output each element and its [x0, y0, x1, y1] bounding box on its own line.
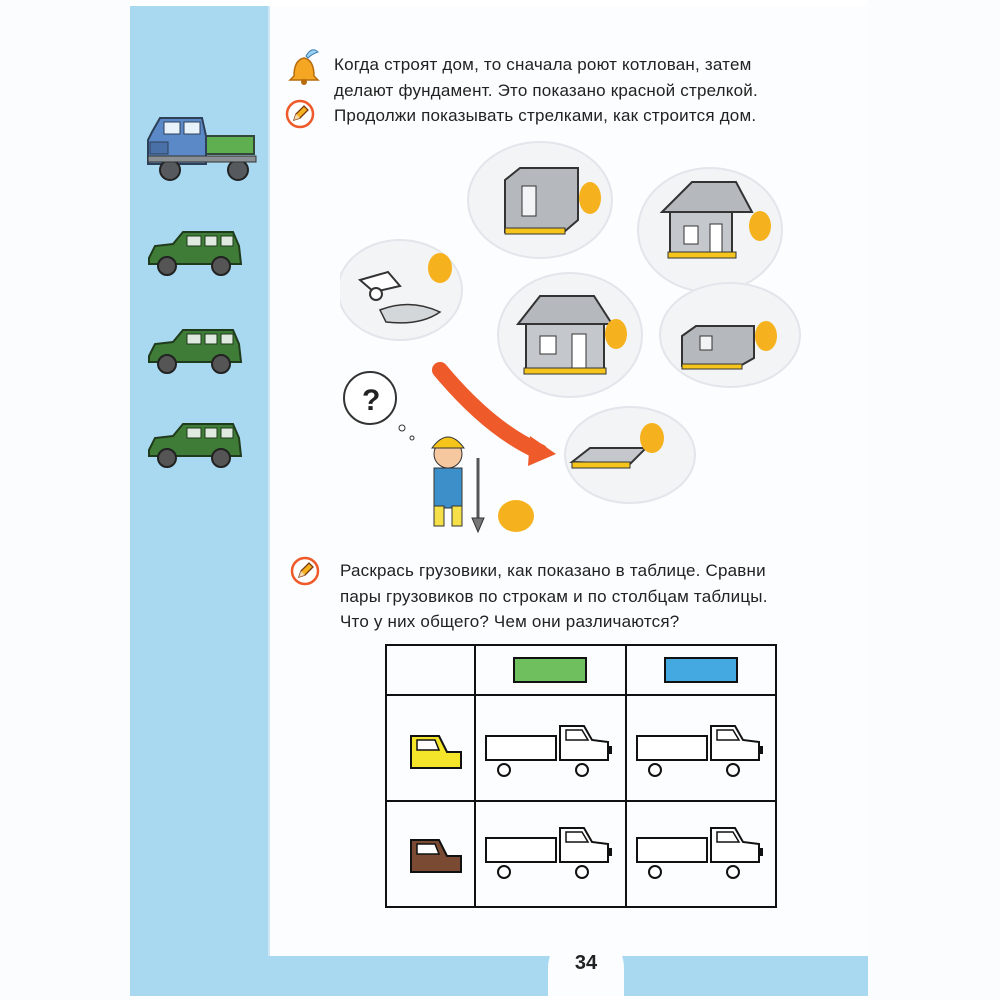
green-suv-icon — [145, 228, 245, 276]
task2-line-2: пары грузовиков по строкам и по столбцам таблицы. — [340, 586, 768, 606]
scan-margin-left — [0, 0, 130, 1000]
truck-outline-icon — [635, 722, 769, 778]
worker-icon — [432, 437, 484, 532]
truck-outline-icon — [484, 824, 618, 880]
pencil-icon — [285, 99, 315, 129]
page-number: 34 — [574, 952, 598, 974]
task2-text — [340, 558, 860, 635]
table-header-cell — [626, 645, 776, 695]
intro-line-2: делают фундамент. Это показано красной стрелкой. — [334, 80, 758, 100]
brown-cab-icon — [409, 838, 463, 874]
table-truck-cell[interactable] — [626, 695, 776, 801]
task2-line-1: Раскрась грузовики, как показано в таблице. Сравни — [340, 561, 766, 580]
blue-swatch — [664, 657, 738, 683]
scan-margin-right — [868, 0, 1000, 1000]
green-suv-icon — [145, 420, 245, 468]
table-header-cell — [475, 645, 625, 695]
house-building-illustration — [340, 140, 820, 540]
intro-line-1: Когда строят дом, то сначала роют котлован, затем — [334, 55, 752, 74]
truck-outline-icon — [635, 824, 769, 880]
blue-truck-icon — [142, 112, 258, 186]
pencil-icon — [290, 556, 320, 586]
truck-outline-icon — [484, 722, 618, 778]
intro-text — [334, 52, 854, 129]
truck-table — [385, 644, 777, 908]
table-truck-cell[interactable] — [475, 801, 625, 907]
table-truck-cell[interactable] — [626, 801, 776, 907]
bell-icon — [286, 46, 322, 86]
green-suv-icon — [145, 326, 245, 374]
svg-text:?: ? — [362, 384, 381, 417]
intro-line-3: Продолжи показывать стрелками, как строится дом. — [334, 106, 757, 125]
page-number-tab — [548, 930, 624, 996]
table-corner-cell — [386, 645, 475, 695]
yellow-cab-icon — [409, 734, 463, 770]
table-truck-cell[interactable] — [475, 695, 625, 801]
green-swatch — [513, 657, 587, 683]
task2-line-3: Что у них общего? Чем они различаются? — [340, 612, 680, 631]
table-row-header — [386, 801, 475, 907]
table-row-header — [386, 695, 475, 801]
